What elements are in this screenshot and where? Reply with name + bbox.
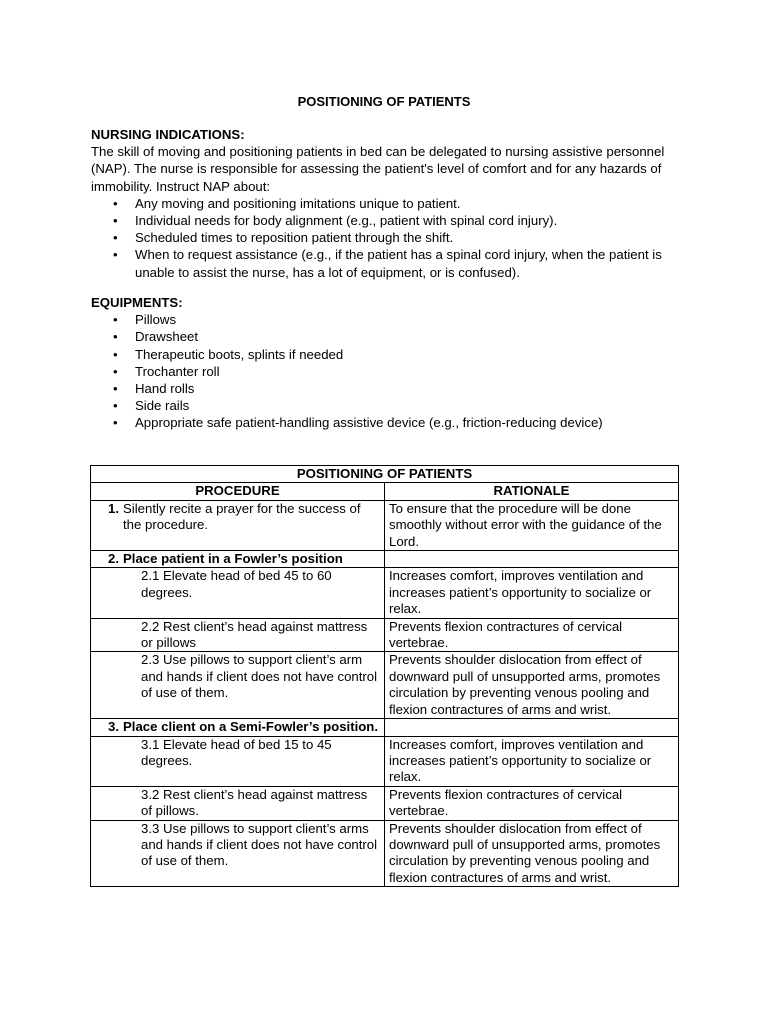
equipments-section — [91, 294, 691, 432]
list-item: • Therapeutic boots, splints if needed — [91, 346, 691, 363]
equipments-heading: EQUIPMENTS: — [91, 295, 183, 310]
procedure-cell — [91, 719, 385, 736]
table-row — [91, 736, 679, 786]
list-item: • Scheduled times to reposition patient through the shift. — [91, 229, 691, 246]
table-row — [91, 820, 679, 887]
rationale-cell: Prevents shoulder dislocation from effect of downward pull of unsupported arms, promotes circulation by preventing venous pooling and flexion contractures of arms and wrist. — [385, 820, 679, 887]
list-item: • Hand rolls — [91, 380, 691, 397]
rationale-cell — [385, 551, 679, 568]
list-item: • Individual needs for body alignment (e.g., patient with spinal cord injury). — [91, 212, 691, 229]
procedure-cell: 3.1 Elevate head of bed 15 to 45 degrees. — [91, 736, 385, 786]
list-item: • Appropriate safe patient-handling assistive device (e.g., friction-reducing device) — [91, 414, 691, 431]
column-header-procedure: PROCEDURE — [91, 483, 385, 500]
nursing-indications-list — [91, 195, 691, 281]
equipments-list — [91, 311, 691, 431]
list-item: • Any moving and positioning imitations unique to patient. — [91, 195, 691, 212]
rationale-cell: Increases comfort, improves ventilation and increases patient’s opportunity to socialize or relax. — [385, 568, 679, 618]
document-title: POSITIONING OF PATIENTS — [297, 94, 471, 109]
procedure-cell: 3.2 Rest client’s head against mattress of pillows. — [91, 786, 385, 820]
procedure-cell: 2.3 Use pillows to support client’s arm and hands if client does not have control of use of them. — [91, 652, 385, 719]
procedure-table — [90, 465, 679, 887]
nursing-indications-intro: The skill of moving and positioning patients in bed can be delegated to nursing assistive personnel (NAP). The nurse is responsible for assessing the patient's level of comfort and for any hazards of immobility. Instruct NAP about: — [91, 144, 665, 194]
rationale-cell: Prevents flexion contractures of cervical vertebrae. — [385, 618, 679, 652]
rationale-cell: Increases comfort, improves ventilation and increases patient’s opportunity to socialize or relax. — [385, 736, 679, 786]
rationale-cell: Prevents flexion contractures of cervical vertebrae. — [385, 786, 679, 820]
table-title-row — [91, 466, 679, 483]
table-row — [91, 719, 679, 736]
list-item: • Pillows — [91, 311, 691, 328]
procedure-text: Place patient in a Fowler’s position — [123, 551, 343, 567]
table-row — [91, 652, 679, 719]
table-title: POSITIONING OF PATIENTS — [91, 466, 679, 483]
list-item: • When to request assistance (e.g., if the patient has a spinal cord injury, when the patient is unable to assist the nurse, has a lot of equipment, or is confused). — [91, 246, 691, 280]
table-row — [91, 551, 679, 568]
column-header-rationale: RATIONALE — [385, 483, 679, 500]
procedure-text: Place client on a Semi-Fowler’s position. — [123, 719, 379, 735]
rationale-cell — [385, 719, 679, 736]
table-row — [91, 568, 679, 618]
table-header-row — [91, 483, 679, 500]
step-number: 2. — [108, 551, 119, 567]
table-row — [91, 618, 679, 652]
list-item: • Side rails — [91, 397, 691, 414]
nursing-indications-section — [91, 126, 691, 281]
procedure-cell: 2.1 Elevate head of bed 45 to 60 degrees. — [91, 568, 385, 618]
procedure-cell: 3.3 Use pillows to support client’s arms and hands if client does not have control of use of them. — [91, 820, 385, 887]
table-row — [91, 500, 679, 550]
procedure-cell — [91, 500, 385, 550]
step-number: 1. — [108, 500, 119, 516]
rationale-cell: To ensure that the procedure will be done smoothly without error with the guidance of the Lord. — [385, 500, 679, 550]
table-row — [91, 786, 679, 820]
rationale-cell: Prevents shoulder dislocation from effect of downward pull of unsupported arms, promotes circulation by preventing venous pooling and flexion contractures of arms and wrist. — [385, 652, 679, 719]
list-item: • Trochanter roll — [91, 363, 691, 380]
list-item: • Drawsheet — [91, 328, 691, 345]
step-number: 3. — [108, 719, 119, 735]
nursing-indications-heading: NURSING INDICATIONS: — [91, 127, 245, 142]
procedure-cell — [91, 551, 385, 568]
procedure-cell: 2.2 Rest client’s head against mattress or pillows — [91, 618, 385, 652]
procedure-text: Silently recite a prayer for the success of the procedure. — [123, 500, 361, 533]
